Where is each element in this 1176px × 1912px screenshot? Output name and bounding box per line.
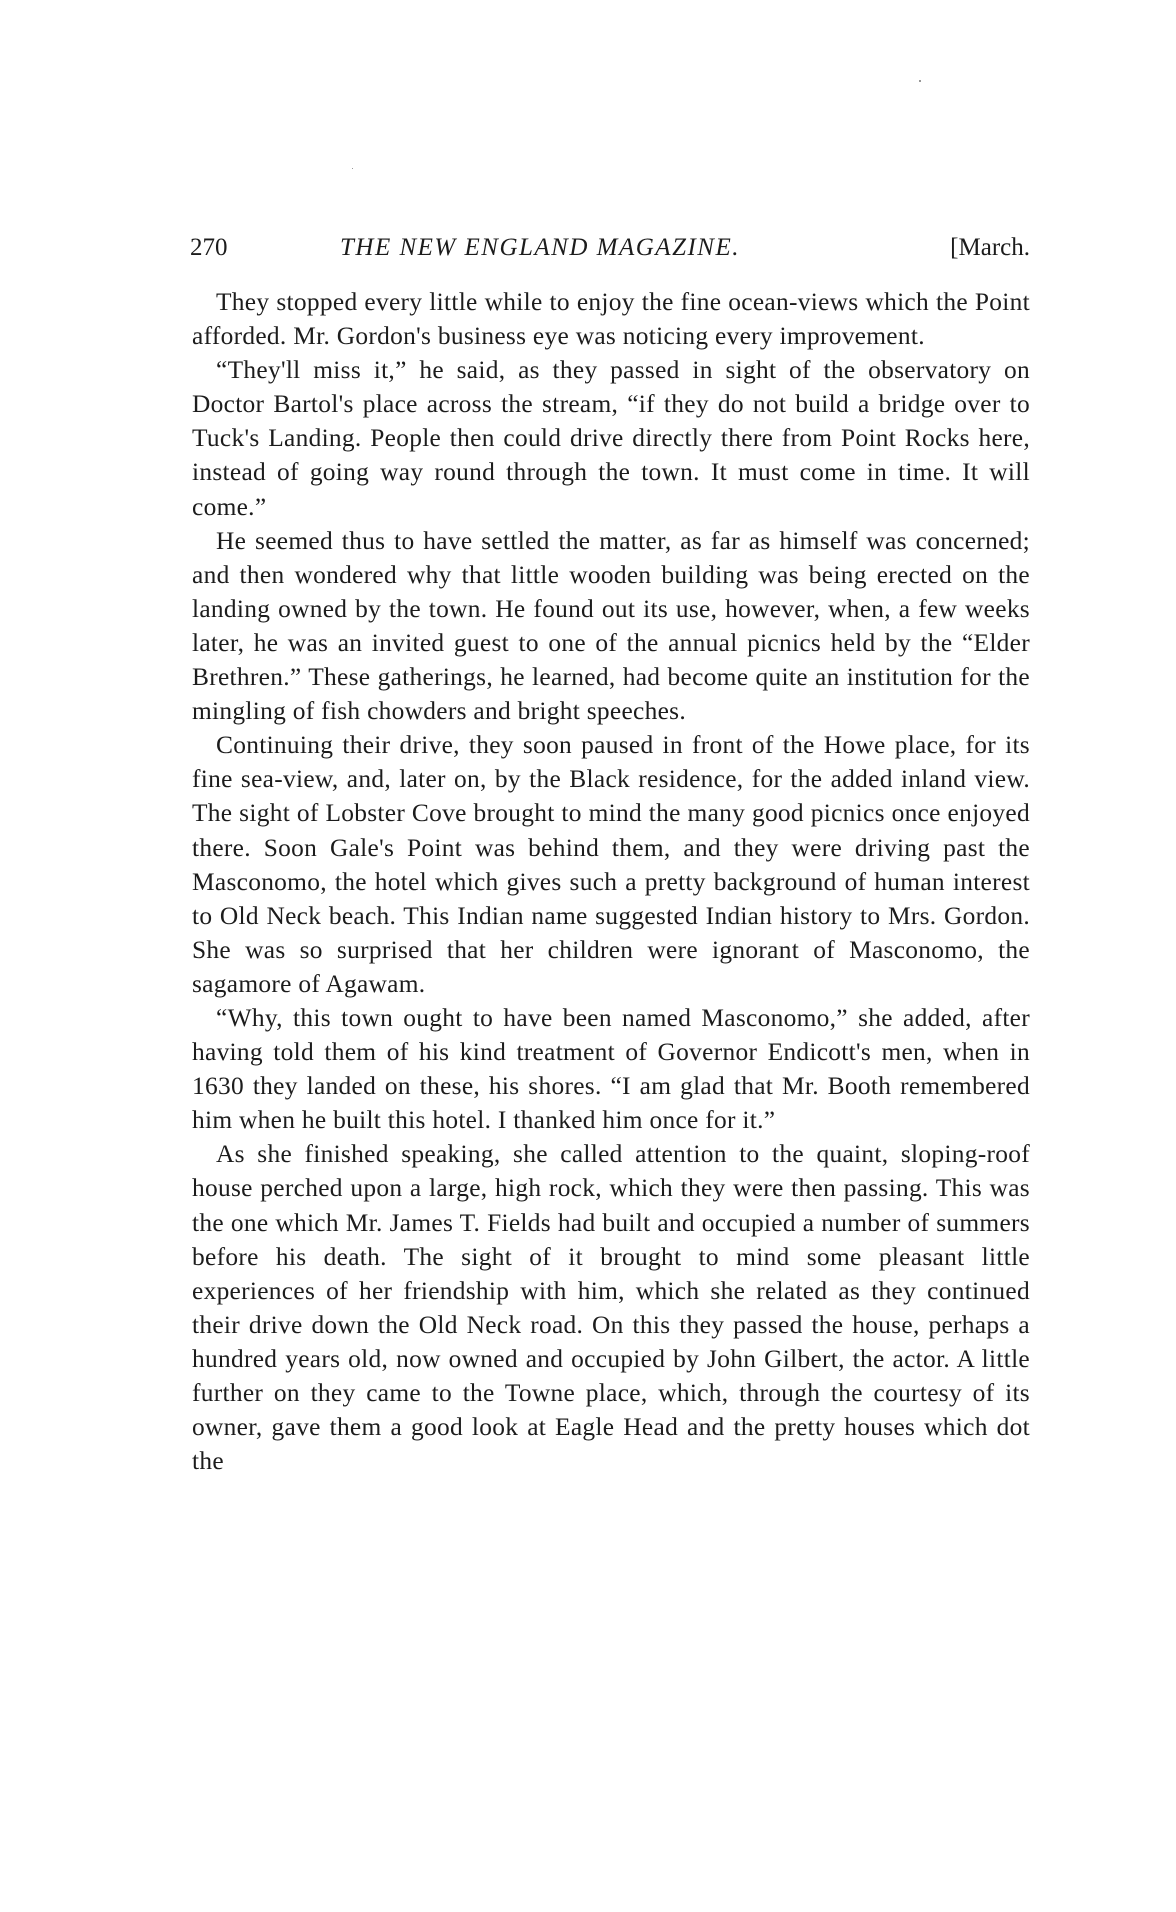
scan-speck bbox=[919, 80, 921, 82]
paragraph: He seemed thus to have settled the matter, as far as himself was concerned; and then wondered why that little wooden building was being erected on the landing owned by the town. He found out its use, however, when, a few weeks later, he was an invited guest to one of the annual picnics held by the “Elder Brethren.” These gatherings, he learned, had become quite an institution for the mingling of fish chowders and bright speeches. bbox=[192, 526, 1030, 726]
body-text bbox=[192, 285, 1030, 1478]
scan-speck bbox=[352, 168, 353, 169]
paragraph: Continuing their drive, they soon paused in front of the Howe place, for its fine sea-view, and, later on, by the Black residence, for the added inland view. The sight of Lobster Cove brought to mind the many good picnics once enjoyed there. Soon Gale's Point was behind them, and they were driving past the Masconomo, the hotel which gives such a pretty background of human interest to Old Neck beach. This Indian name suggested Indian history to Mrs. Gordon. She was so surprised that her children were ignorant of Masconomo, the sagamore of Agawam. bbox=[192, 731, 1030, 998]
paragraph: “Why, this town ought to have been named Masconomo,” she added, after having told them of his kind treatment of Governor Endicott's men, when in 1630 they landed on these, his shores. “I am glad that Mr. Booth remembered him when he built this hotel. I thanked him once for it.” bbox=[192, 1003, 1030, 1135]
paragraph: “They'll miss it,” he said, as they passed in sight of the observatory on Doctor Bartol's place across the stream, “if they do not build a bridge over to Tuck's Landing. People then could drive directly there from Point Rocks here, instead of going way round through the town. It must come in time. It will come.” bbox=[192, 356, 1030, 521]
paragraph: As she finished speaking, she called attention to the quaint, sloping-roof house perched upon a large, high rock, which they were then passing. This was the one which Mr. James T. Fields had built and occupied a number of summers before his death. The sight of it brought to mind some pleasant little experiences of her friendship with him, which she related as they continued their drive down the Old Neck road. On this they passed the house, perhaps a hundred years old, now owned and occupied by John Gilbert, the actor. A little further on they came to the Towne place, which, through the courtesy of its owner, gave them a good look at Eagle Head and the pretty houses which dot the bbox=[192, 1140, 1030, 1476]
page-number: 270 bbox=[190, 234, 228, 261]
running-title: THE NEW ENGLAND MAGAZINE. bbox=[340, 234, 740, 261]
section-mark: [March. bbox=[950, 234, 1030, 261]
paragraph: They stopped every little while to enjoy the fine ocean-views which the Point afforded. Mr. Gordon's business eye was noticing every improvement. bbox=[192, 288, 1030, 351]
page-header bbox=[190, 228, 1030, 268]
